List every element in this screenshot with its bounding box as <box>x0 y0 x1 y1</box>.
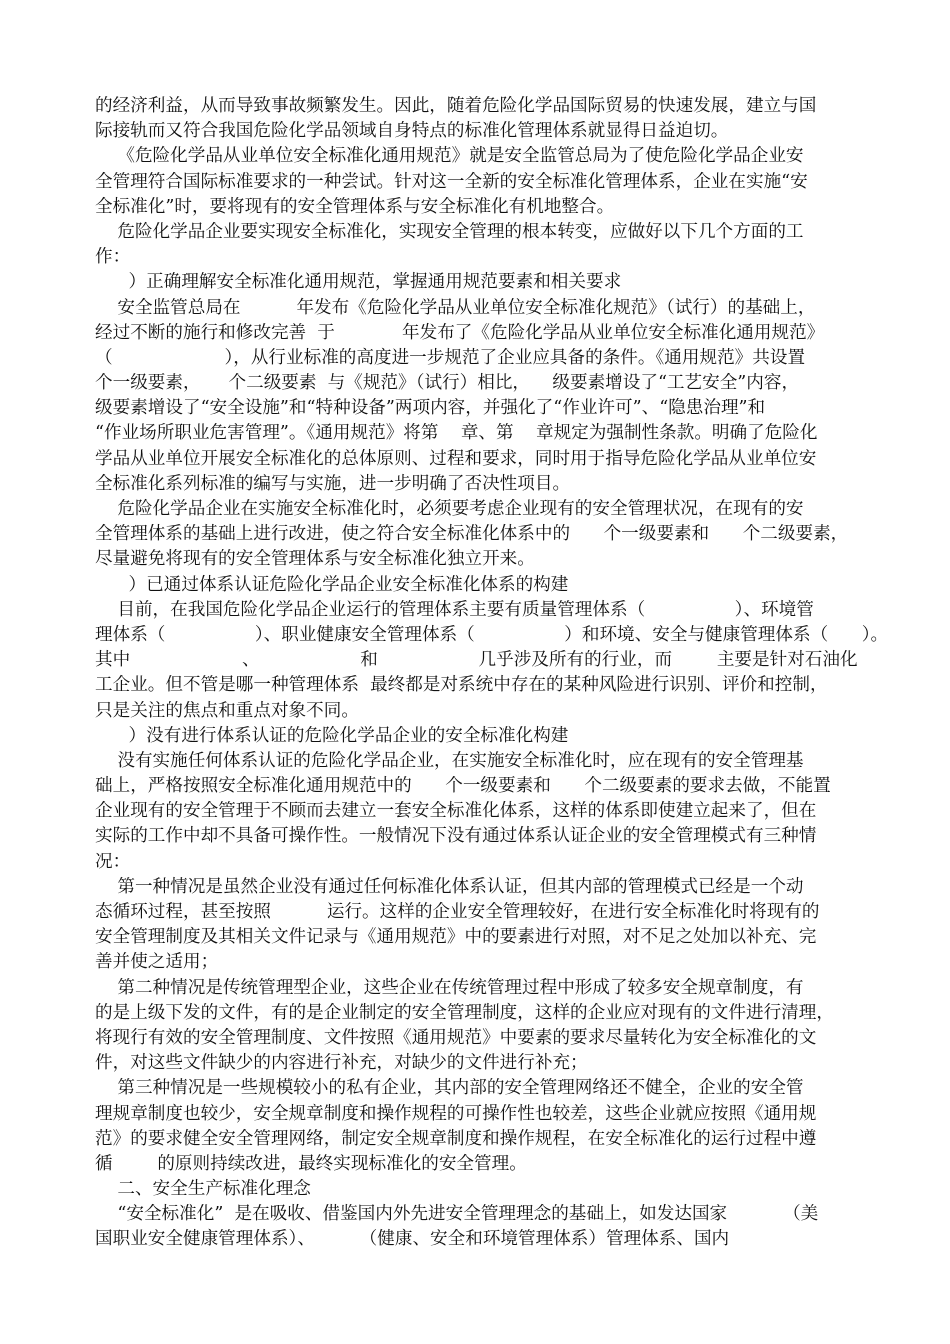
text-line: 企业现有的安全管理于不顾而去建立一套安全标准化体系，这样的体系即使建立起来了，但在 <box>95 801 817 822</box>
text-line: 个一级要素， 个二级要素 与《规范》（试行）相比， 级要素增设了“工艺安全”内容， <box>95 373 800 394</box>
text-line: 础上，严格按照安全标准化通用规范中的 个一级要素和 个二级要素的要求去做，不能置 <box>95 776 831 797</box>
text-line: 循 的原则持续改进，最终实现标准化的安全管理。 <box>95 1153 527 1174</box>
text-line: “作业场所职业危害管理”。《通用规范》将第 章、第 章规定为强制性条款。明确了危险化 <box>95 423 818 444</box>
text-line: 其中 、 和 几乎涉及所有的行业，而 主要是针对石油化 <box>95 650 858 671</box>
text-line: 没有实施任何体系认证的危险化学品企业，在实施安全标准化时，应在现有的安全管理基 <box>95 750 804 771</box>
text-line: 将现行有效的安全管理制度、文件按照《通用规范》中要素的要求尽量转化为安全标准化的文 <box>95 1027 817 1048</box>
text-line: 学品从业单位开展安全标准化的总体原则、过程和要求，同时用于指导危险化学品从业单位安 <box>95 448 817 469</box>
text-line: 的是上级下发的文件，有的是企业制定的安全管理制度，这样的企业应对现有的文件进行清理， <box>95 1002 834 1023</box>
text-line: 工企业。但不管是哪一种管理体系 最终都是对系统中存在的某种风险进行识别、评价和控制， <box>95 675 828 696</box>
text-line: 尽量避免将现有的安全管理体系与安全标准化独立开来。 <box>95 549 535 570</box>
text-line: 全管理符合国际标准要求的一种尝试。针对这一全新的安全标准化管理体系，企业在实施“安 <box>95 171 808 192</box>
text-line: 的经济利益，从而导致事故频繁发生。因此，随着危险化学品国际贸易的快速发展，建立与国 <box>95 96 817 116</box>
text-line: 级要素增设了“安全设施”和“特种设备”两项内容，并强化了“作业许可”、“隐患治理”和 <box>95 398 766 419</box>
text-line: 《危险化学品从业单位安全标准化通用规范》就是安全监管总局为了使危险化学品企业安 <box>95 146 804 167</box>
text-line: 安全管理制度及其相关文件记录与《通用规范》中的要素进行对照，对不足之处加以补充、完 <box>95 927 817 948</box>
text-line: 目前，在我国危险化学品企业运行的管理体系主要有质量管理体系（ ）、环境管 <box>95 599 814 620</box>
text-line: 理规章制度也较少，安全规章制度和操作规程的可操作性也较差，这些企业就应按照《通用规 <box>95 1103 817 1124</box>
text-line: 第一种情况是虽然企业没有通过任何标准化体系认证，但其内部的管理模式已经是一个动 <box>95 876 804 897</box>
text-line: （ ），从行业标准的高度进一步规范了企业应具备的条件。《通用规范》共设置 <box>95 347 806 368</box>
text-line: 危险化学品企业要实现安全标准化，实现安全管理的根本转变，应做好以下几个方面的工 <box>95 221 804 242</box>
text-line: 第三种情况是一些规模较小的私有企业，其内部的安全管理网络还不健全，企业的安全管 <box>95 1078 804 1099</box>
text-line: 况： <box>95 851 131 872</box>
text-line: 经过不断的施行和修改完善 于 年发布了《危险化学品从业单位安全标准化通用规范》 <box>95 322 825 343</box>
document-body <box>95 94 889 1253</box>
text-line: 全标准化系列标准的编写与实施，进一步明确了否决性项目。 <box>95 473 571 494</box>
text-line: 只是关注的焦点和重点对象不同。 <box>95 700 359 721</box>
text-line: 安全监管总局在 年发布《危险化学品从业单位安全标准化规范》（试行）的基础上， <box>95 297 816 318</box>
text-line: 国职业安全健康管理体系）、 （健康、安全和环境管理体系）管理体系、国内 <box>95 1229 730 1250</box>
text-line: 全管理体系的基础上进行改进，使之符合安全标准化体系中的 个一级要素和 个二级要素， <box>95 524 849 545</box>
text-line: 理体系（ ）、职业健康安全管理体系（ ）和环境、安全与健康管理体系（ ）。 <box>95 624 889 645</box>
section-heading: ）没有进行体系认证的危险化学品企业的安全标准化构建 <box>95 725 569 746</box>
text-line: 范》的要求健全安全管理网络，制定安全规章制度和操作规程，在安全标准化的运行过程中遵 <box>95 1128 817 1149</box>
text-line: 第二种情况是传统管理型企业，这些企业在传统管理过程中形成了较多安全规章制度，有 <box>95 977 804 998</box>
text-line: “安全标准化” 是在吸收、借鉴国内外先进安全管理理念的基础上，如发达国家 （美 <box>95 1204 819 1225</box>
section-heading: 二、安全生产标准化理念 <box>95 1179 311 1200</box>
text-line: 善并使之适用； <box>95 952 219 973</box>
section-heading: ）已通过体系认证危险化学品企业安全标准化体系的构建 <box>95 574 569 595</box>
text-line: 危险化学品企业在实施安全标准化时，必须要考虑企业现有的安全管理状况，在现有的安 <box>95 499 804 519</box>
section-heading: ）正确理解安全标准化通用规范，掌握通用规范要素和相关要求 <box>95 272 622 293</box>
text-line: 实际的工作中却不具备可操作性。一般情况下没有通过体系认证企业的安全管理模式有三种情 <box>95 826 817 847</box>
text-line: 态循环过程，甚至按照 运行。这样的企业安全管理较好，在进行安全标准化时将现有的 <box>95 902 820 922</box>
text-line: 全标准化”时，要将现有的安全管理体系与安全标准化有机地整合。 <box>95 196 615 217</box>
text-line: 作： <box>95 247 131 268</box>
text-line: 际接轨而又符合我国危险化学品领域自身特点的标准化管理体系就显得日益迫切。 <box>95 121 729 142</box>
text-line: 件，对这些文件缺少的内容进行补充，对缺少的文件进行补充； <box>95 1053 588 1074</box>
